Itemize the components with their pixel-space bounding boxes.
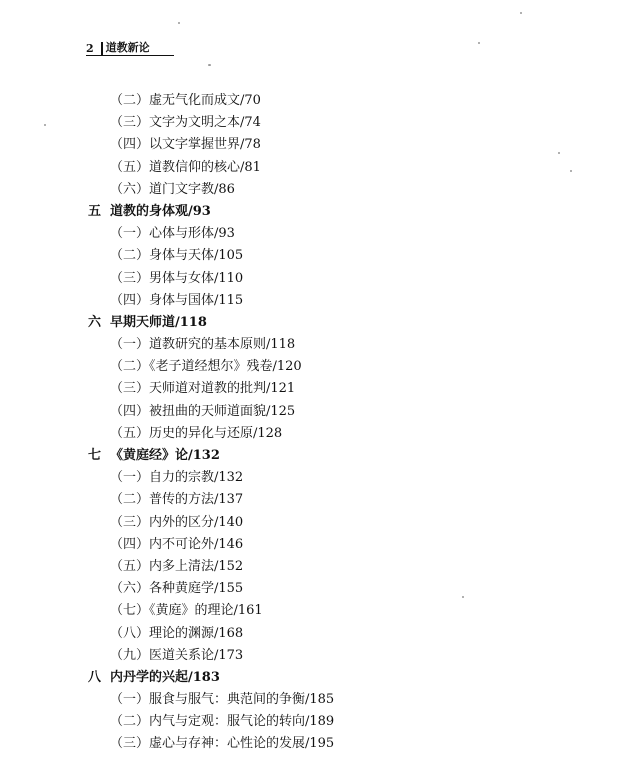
toc-section (88, 645, 548, 667)
toc-section (88, 356, 548, 378)
table-of-contents (88, 90, 548, 756)
section-title: （五）历史的异化与还原/128 (110, 425, 283, 441)
section-title: （四）身体与国体/115 (110, 292, 244, 308)
scan-speck (462, 596, 464, 598)
toc-section (88, 112, 548, 134)
scan-speck (520, 12, 522, 14)
scan-speck (570, 170, 572, 172)
book-title: 道教新论 (105, 41, 150, 54)
section-title: （二）普传的方法/137 (110, 492, 244, 508)
toc-section (88, 556, 548, 578)
scan-speck (558, 152, 560, 154)
toc-chapter (88, 201, 548, 223)
section-title: （六）各种黄庭学/155 (110, 581, 244, 597)
toc-section (88, 223, 548, 245)
toc-chapter (88, 667, 548, 689)
chapter-number: 八 (88, 669, 102, 685)
toc-section (88, 90, 548, 112)
toc-section (88, 401, 548, 423)
section-title: （四）被扭曲的天师道面貌/125 (110, 403, 296, 419)
chapter-number: 五 (88, 203, 102, 219)
scan-speck (208, 64, 211, 66)
section-title: （二）《老子道经想尔》残卷/120 (110, 359, 302, 375)
section-title: （一）道教研究的基本原则/118 (110, 337, 296, 353)
toc-chapter (88, 312, 548, 334)
section-title: （三）虚心与存神：心性论的发展/195 (110, 736, 335, 752)
toc-section (88, 290, 548, 312)
toc-section (88, 179, 548, 201)
toc-section (88, 423, 548, 445)
toc-section (88, 134, 548, 156)
running-header (86, 37, 174, 56)
section-title: （二）身体与天体/105 (110, 248, 244, 264)
toc-section (88, 467, 548, 489)
section-title: （五）内多上清法/152 (110, 558, 244, 574)
section-title: （二）内气与定观：服气论的转向/189 (110, 714, 335, 730)
toc-section (88, 578, 548, 600)
toc-section (88, 689, 548, 711)
section-title: （四）以文字掌握世界/78 (110, 137, 261, 153)
section-title: （三）男体与女体/110 (110, 270, 244, 286)
toc-section (88, 245, 548, 267)
scan-speck (478, 42, 480, 44)
section-title: （六）道门文字教/86 (110, 181, 235, 197)
chapter-number: 六 (88, 314, 102, 330)
section-title: （一）自力的宗教/132 (110, 470, 244, 486)
section-title: （二）虚无气化而成文/70 (110, 93, 261, 108)
section-title: （九）医道关系论/173 (110, 647, 244, 663)
toc-section (88, 268, 548, 290)
scan-speck (178, 22, 180, 24)
chapter-title: 内丹学的兴起/183 (110, 669, 220, 685)
toc-section (88, 623, 548, 645)
section-title: （四）内不可论外/146 (110, 536, 244, 552)
toc-section (88, 157, 548, 179)
section-title: （七）《黄庭》的理论/161 (110, 603, 263, 619)
toc-chapter (88, 445, 548, 467)
chapter-title: 道教的身体观/93 (110, 203, 211, 219)
section-title: （五）道教信仰的核心/81 (110, 159, 261, 175)
toc-section (88, 600, 548, 622)
toc-section (88, 534, 548, 556)
toc-section (88, 711, 548, 733)
chapter-title: 早期天师道/118 (110, 314, 207, 330)
chapter-number: 七 (88, 448, 102, 463)
toc-section (88, 733, 548, 755)
scan-speck (44, 124, 46, 126)
section-title: （一）服食与服气：典范间的争衡/185 (110, 692, 335, 708)
toc-section (88, 378, 548, 400)
page-number: 2 (86, 42, 94, 55)
toc-section (88, 334, 548, 356)
toc-section (88, 489, 548, 511)
section-title: （一）心体与形体/93 (110, 226, 235, 242)
section-title: （八）理论的渊源/168 (110, 625, 244, 641)
chapter-title: 《黄庭经》论/132 (110, 448, 220, 463)
section-title: （三）天师道对道教的批判/121 (110, 381, 296, 397)
toc-section (88, 512, 548, 534)
section-title: （三）文字为文明之本/74 (110, 115, 261, 131)
section-title: （三）内外的区分/140 (110, 514, 244, 530)
header-divider (101, 42, 103, 55)
